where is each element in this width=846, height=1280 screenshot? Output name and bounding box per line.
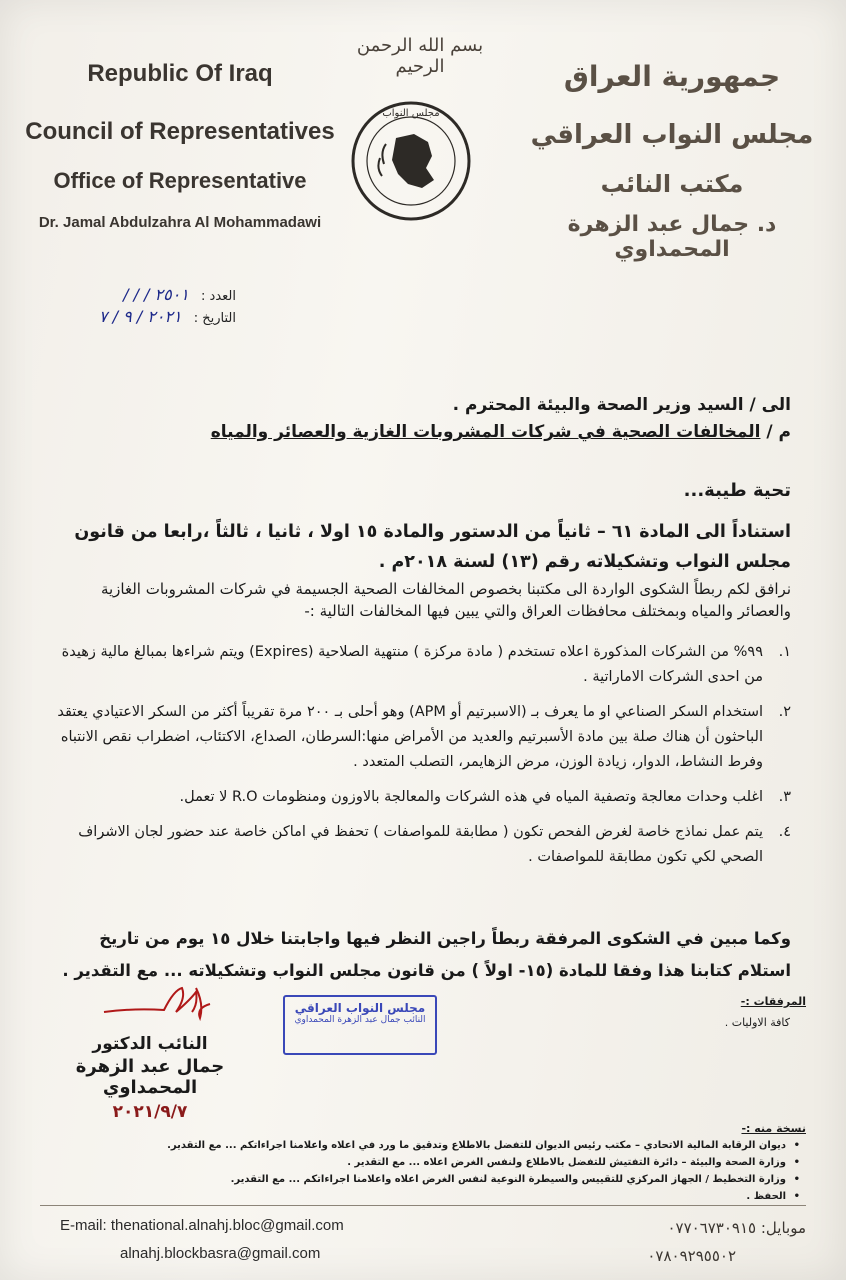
copy-recipient: • وزارة الصحة والبيئة – دائرة التفتيش للتفضل بالاطلاع ولنفس الغرض اعلاه ... مع التقدير . (66, 1154, 806, 1171)
ref-date-label: التاريخ : (193, 311, 236, 326)
reference-block (76, 285, 236, 329)
copies-block (66, 1120, 806, 1205)
paragraph-request: وكما مبين في الشكوى المرفقة ربطاً راجين النظر فيها واجابتنا خلال ١٥ يوم من تاريخ استلام كتابنا هذا وفقا للمادة (١٥- اولاً ) من قانون مجلس النواب وتشكيلاته ... مع التقدير . (62, 929, 791, 980)
parliament-emblem-icon (348, 98, 474, 224)
letter-footer (0, 1205, 846, 1280)
list-item (51, 640, 791, 690)
ref-number-value: ٢٥٠١ / / / (123, 285, 189, 304)
footer-divider (40, 1205, 806, 1206)
office-stamp (283, 995, 437, 1055)
ref-date-value: ٢٠٢١ / ٩ / ٧ (98, 307, 182, 326)
greeting: تحية طيبة... (683, 480, 791, 501)
subject-line (51, 422, 791, 442)
list-item-text: استخدام السكر الصناعي او ما يعرف بـ (الاسبرتيم أو APM) وهو أحلى بـ ٢٠٠ مرة تقريباً أكثر من السكر الاعتيادي يعتقد الباحثون أن هناك صلة بين مادة الأسبرتيم والعديد من الأمراض منها:السرطان، الصداع، الاكتئاب، اضطراب نقص الانتباه وفرط النشاط، الدوار، زيادة الوزن، مرض الزهايمر، التصلب المتعدد . (57, 704, 763, 770)
letterhead-office-ar: مكتب النائب (600, 170, 744, 198)
letterhead-office-en: Office of Representative (53, 168, 307, 193)
stamp-line-1: مجلس النواب العراقي (294, 1001, 426, 1015)
paragraph-legal-basis: استناداً الى المادة ٦١ – ثانياً من الدستور والمادة ١٥ اولا ، ثانيا ، ثالثاً ،رابعا من قانون مجلس النواب وتشكيلاته رقم (١٣) لسنة ٢٠١٨م . (74, 522, 791, 572)
signatory-title: النائب الدكتور (92, 1034, 208, 1054)
handwritten-signature (100, 982, 230, 1032)
violations-list (51, 640, 791, 880)
basmala-calligraphy: بسم الله الرحمن الرحيم (356, 35, 484, 77)
letterhead-country-en: Republic Of Iraq (87, 60, 273, 87)
attachments-label: المرفقات :- (740, 995, 806, 1008)
attachments-item: كافة الاوليات . (724, 1016, 790, 1029)
subject-prefix: م / (766, 422, 791, 442)
subject-text: المخالفات الصحية في شركات المشروبات الغازية والعصائر والمياه (210, 422, 761, 442)
list-item (51, 785, 791, 810)
letterhead-council-ar: مجلس النواب العراقي (530, 120, 814, 150)
copy-recipient: • ديوان الرقابة المالية الاتحادي – مكتب رئيس الديوان للتفضل بالاطلاع وتدقيق ما ورد في اعلاه واعلامنا اجراءاتكم ... مع التقدير. (66, 1137, 806, 1154)
signature-block (40, 990, 260, 1122)
list-item (51, 700, 791, 775)
ref-number-label: العدد : (201, 289, 236, 304)
list-item-text: اغلب وحدات معالجة وتصفية المياه في هذه الشركات والمعالجة بالاوزون ومنظومات R.O لا تعمل. (179, 789, 763, 805)
list-item-text: ٩٩% من الشركات المذكورة اعلاه تستخدم ( مادة مركزة ) منتهية الصلاحية (Expires) ويتم شراءها بمبالغ مالية زهيدة من احدى الشركات الاماراتية . (61, 644, 763, 685)
list-item-number: ١. (778, 644, 791, 660)
footer-mobile-number-2: ٠٧٨٠٩٢٩٥٥٠٢ (647, 1247, 736, 1265)
list-item-number: ٤. (778, 824, 791, 840)
list-item (51, 820, 791, 870)
letterhead-country-ar: جمهورية العراق (563, 60, 781, 93)
signatory-name: جمال عبد الزهرة المحمداوي (75, 1056, 225, 1098)
attachments-block (666, 995, 806, 1029)
letterhead-council-en: Council of Representatives (25, 118, 335, 145)
footer-mobile-number-1: ٠٧٧٠٦٧٣٠٩١٥ (667, 1219, 757, 1237)
footer-email-1: E-mail: thenational.alnahj.bloc@gmail.com (60, 1217, 344, 1234)
signature-date: ٢٠٢١/٩/٧ (112, 1102, 188, 1122)
copies-label: نسخة منه :- (741, 1122, 806, 1135)
list-item-number: ٣. (778, 789, 791, 805)
copy-recipient: • وزارة التخطيط / الجهاز المركزي للتقييس والسيطرة النوعية لنفس الغرض اعلاه واعلامنا اجراءاتكم ... مع التقدير. (66, 1171, 806, 1188)
letterhead-name-en: Dr. Jamal Abdulzahra Al Mohammadawi (38, 214, 322, 231)
footer-mobile-label: موبايل: (760, 1219, 806, 1237)
emblem-label: مجلس النواب (382, 108, 440, 119)
paragraph-complaint: نرافق لكم ربطاً الشكوى الواردة الى مكتبنا بخصوص المخالفات الصحية الجسيمة في شركات المشروبات الغازية والعصائر والمياه وبمختلف محافظات العراق والتي يبين فيها المخالفات التالية :- (100, 580, 791, 620)
addressee: الى / السيد وزير الصحة والبيئة المحترم . (452, 395, 791, 415)
stamp-line-2: النائب جمال عبد الزهرة المحمداوي (294, 1015, 426, 1025)
list-item-number: ٢. (778, 704, 791, 720)
footer-email-2: alnahj.blockbasra@gmail.com (120, 1245, 321, 1262)
letterhead-name-ar: د. جمال عبد الزهرة المحمداوي (567, 212, 777, 262)
footer-mobile-1 (667, 1219, 806, 1237)
list-item-text: يتم عمل نماذج خاصة لغرض الفحص تكون ( مطابقة للمواصفات ) تحفظ في اماكن خاصة عند حضور لجان الاشراف الصحي لكي تكون مطابقة للمواصفات . (78, 824, 763, 865)
copy-recipient: • الحفظ . (66, 1188, 806, 1205)
